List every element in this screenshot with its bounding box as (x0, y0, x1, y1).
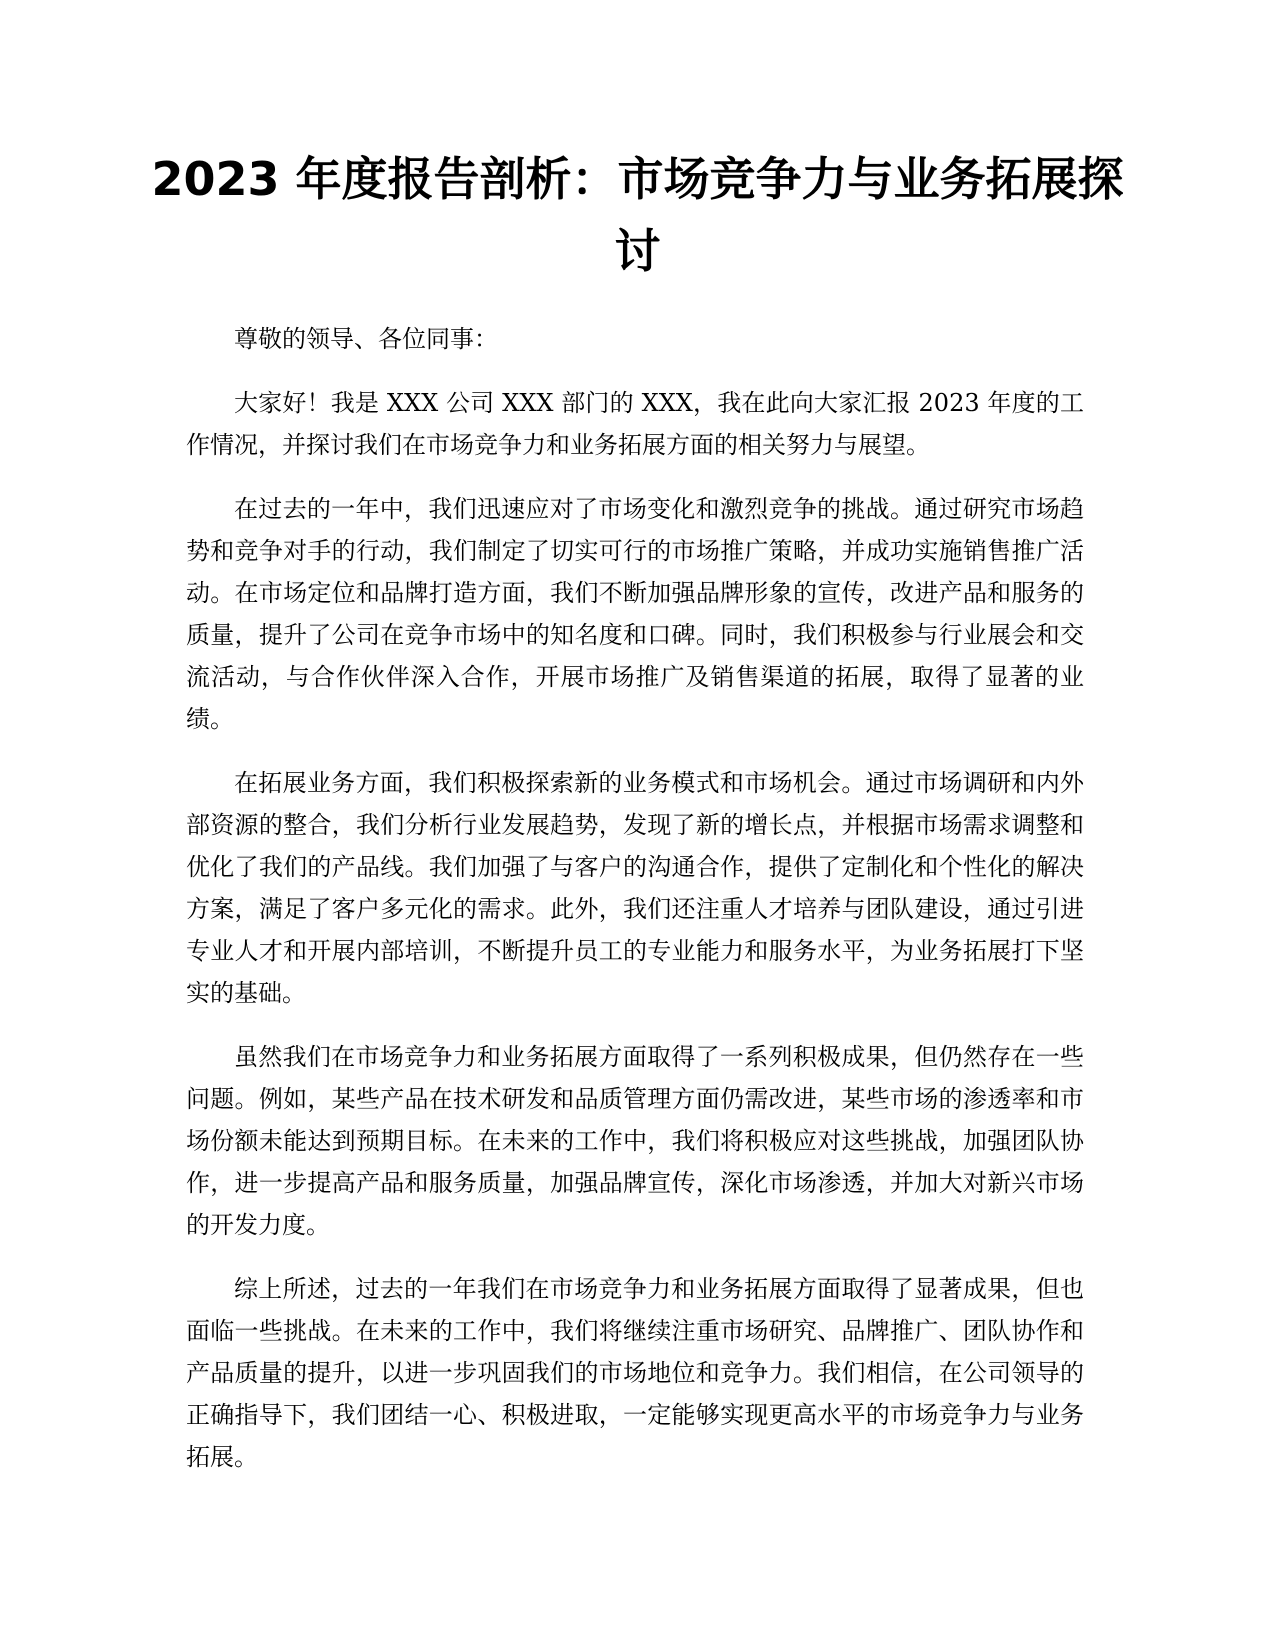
paragraph-issues: 虽然我们在市场竞争力和业务拓展方面取得了一系列积极成果，但仍然存在一些问题。例如，某些产品在技术研发和品质管理方面仍需改进，某些市场的渗透率和市场份额未能达到预期目标。在未来的工作中，我们将积极应对这些挑战，加强团队协作，进一步提高产品和服务质量，加强品牌宣传，深化市场渗透，并加大对新兴市场的开发力度。 (186, 1043, 1084, 1239)
paragraph-market-review: 在过去的一年中，我们迅速应对了市场变化和激烈竞争的挑战。通过研究市场趋势和竞争对手的行动，我们制定了切实可行的市场推广策略，并成功实施销售推广活动。在市场定位和品牌打造方面，我们不断加强品牌形象的宣传，改进产品和服务的质量，提升了公司在竞争市场中的知名度和口碑。同时，我们积极参与行业展会和交流活动，与合作伙伴深入合作，开展市场推广及销售渠道的拓展，取得了显著的业绩。 (186, 495, 1084, 733)
paragraph-intro: 大家好！我是 XXX 公司 XXX 部门的 XXX，我在此向大家汇报 2023 年度的工作情况，并探讨我们在市场竞争力和业务拓展方面的相关努力与展望。 (186, 389, 1084, 459)
paragraph-business-expansion: 在拓展业务方面，我们积极探索新的业务模式和市场机会。通过市场调研和内外部资源的整合，我们分析行业发展趋势，发现了新的增长点，并根据市场需求调整和优化了我们的产品线。我们加强了与客户的沟通合作，提供了定制化和个性化的解决方案，满足了客户多元化的需求。此外，我们还注重人才培养与团队建设，通过引进专业人才和开展内部培训，不断提升员工的专业能力和服务水平，为业务拓展打下坚实的基础。 (186, 769, 1084, 1007)
document-body (186, 318, 1084, 1500)
document-title: 2023 年度报告剖析：市场竞争力与业务拓展探讨 (151, 152, 1124, 278)
paragraph-conclusion: 综上所述，过去的一年我们在市场竞争力和业务拓展方面取得了显著成果，但也面临一些挑战。在未来的工作中，我们将继续注重市场研究、品牌推广、团队协作和产品质量的提升，以进一步巩固我们的市场地位和竞争力。我们相信，在公司领导的正确指导下，我们团结一心、积极进取，一定能够实现更高水平的市场竞争力与业务拓展。 (186, 1275, 1084, 1471)
salutation: 尊敬的领导、各位同事： (234, 325, 498, 353)
